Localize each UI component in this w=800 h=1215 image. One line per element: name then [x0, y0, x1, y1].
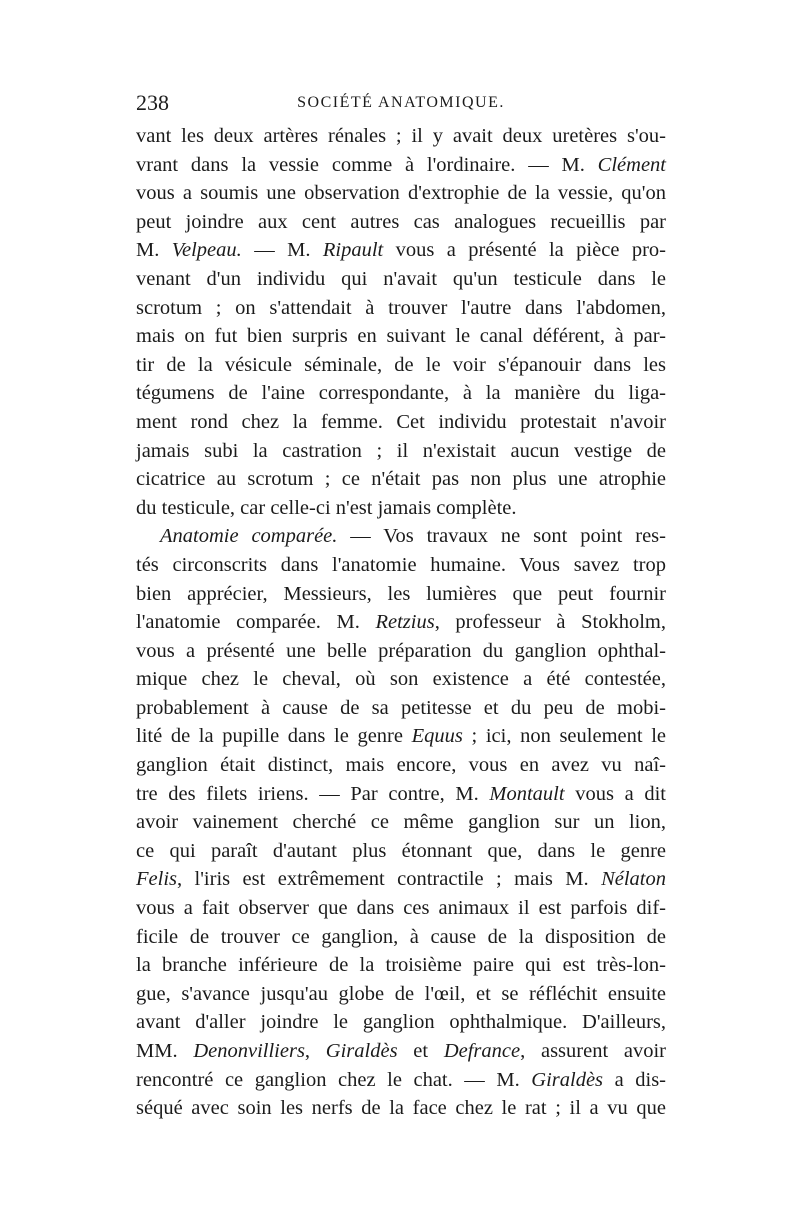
text-run: avoir vainement cherché ce même ganglion sur un lion,: [136, 811, 666, 834]
text-run: l'anatomie comparée. M.: [136, 611, 376, 634]
italic-text: Giraldès: [531, 1068, 604, 1091]
text-line: [136, 236, 666, 265]
text-run: vous a fait observer que dans ces animaux il est parfois dif-: [136, 897, 666, 920]
italic-text: Velpeau.: [171, 239, 242, 262]
italic-text: Clément: [597, 153, 666, 176]
italic-text: Nélaton: [601, 868, 666, 891]
text-line: [136, 694, 666, 723]
text-line: [136, 923, 666, 952]
text-run: mais on fut bien surpris en suivant le canal déférent, à par-: [136, 325, 666, 348]
page-header: [136, 90, 666, 120]
text-run: du testicule, car celle-ci n'est jamais complète.: [136, 496, 517, 519]
italic-text: Giraldès: [325, 1040, 398, 1062]
body-text: [136, 122, 666, 1123]
italic-text: Felis: [136, 868, 177, 891]
text-run: tégumens de l'aine correspondante, à la manière du liga-: [136, 382, 666, 405]
text-line: [136, 351, 666, 380]
text-line: [136, 294, 666, 323]
text-run: bien apprécier, Messieurs, les lumières que peut fournir: [136, 582, 666, 605]
text-run: ; ici, non seulement le: [462, 725, 666, 748]
text-run: séqué avec soin les nerfs de la face chez le rat ; il a vu que: [136, 1097, 666, 1120]
text-run: vous a présenté une belle préparation du ganglion ophthal-: [136, 639, 666, 662]
text-line: [136, 780, 666, 809]
text-line: [136, 551, 666, 580]
text-run: et: [397, 1040, 444, 1062]
text-line: [136, 722, 666, 751]
text-line: [136, 608, 666, 637]
text-run: venant d'un individu qui n'avait qu'un testicule dans le: [136, 267, 666, 290]
text-line: [136, 265, 666, 294]
text-line: [136, 1037, 666, 1066]
text-run: MM.: [136, 1040, 194, 1062]
text-run: mique chez le cheval, où son existence a été contestée,: [136, 668, 666, 691]
text-run: a dis-: [603, 1068, 666, 1091]
text-run: — M.: [241, 239, 323, 262]
italic-text: Retzius: [375, 611, 435, 634]
text-line: [136, 580, 666, 609]
text-run: — Vos travaux ne sont point res-: [337, 525, 666, 548]
text-line: [136, 1066, 666, 1095]
text-line: [136, 408, 666, 437]
text-run: ,: [304, 1040, 326, 1062]
text-line: [136, 179, 666, 208]
italic-text: Ripault: [322, 239, 384, 262]
text-run: ce qui paraît d'autant plus étonnant que, dans le genre: [136, 839, 666, 862]
text-line: [136, 894, 666, 923]
italic-text: Montault: [489, 782, 565, 805]
text-run: tir de la vésicule séminale, de le voir s'épanouir dans les: [136, 353, 666, 376]
text-line: [136, 322, 666, 351]
text-run: lité de la pupille dans le genre: [136, 725, 412, 748]
text-run: , assurent avoir: [520, 1040, 667, 1062]
text-line: [136, 208, 666, 237]
text-line: [136, 637, 666, 666]
text-run: avant d'aller joindre le ganglion ophthalmique. D'ailleurs,: [136, 1011, 666, 1034]
text-line: [136, 494, 666, 523]
italic-text: Denonvilliers: [193, 1040, 305, 1062]
text-line: [136, 865, 666, 894]
italic-text: Defrance: [443, 1040, 521, 1062]
text-run: jamais subi la castration ; il n'existait aucun vestige de: [136, 439, 666, 462]
text-run: vant les deux artères rénales ; il y avait deux uretères s'ou-: [136, 125, 666, 147]
text-run: ficile de trouver ce ganglion, à cause de la disposition de: [136, 925, 666, 948]
text-run: , professeur à Stokholm,: [434, 611, 666, 634]
text-run: probablement à cause de sa petitesse et du peu de mobi-: [136, 696, 666, 719]
text-run: peut joindre aux cent autres cas analogues recueillis par: [136, 210, 666, 233]
text-line: [136, 379, 666, 408]
text-line: [136, 522, 666, 551]
text-line: [136, 837, 666, 866]
text-run: vrant dans la vessie comme à l'ordinaire. — M.: [136, 153, 598, 176]
text-run: vous a présenté la pièce pro-: [383, 239, 666, 262]
italic-text: Anatomie comparée.: [160, 525, 338, 548]
text-run: ganglion était distinct, mais encore, vous en avez vu naî-: [136, 754, 666, 777]
running-head: SOCIÉTÉ ANATOMIQUE.: [297, 94, 505, 111]
text-run: la branche inférieure de la troisième paire qui est très-lon-: [136, 954, 666, 977]
text-run: vous a soumis une observation d'extrophie de la vessie, qu'on: [136, 182, 666, 205]
italic-text: Equus: [411, 725, 463, 748]
text-line: [136, 465, 666, 494]
text-run: tre des filets iriens. — Par contre, M.: [136, 782, 490, 805]
text-line: [136, 951, 666, 980]
text-run: gue, s'avance jusqu'au globe de l'œil, et se réfléchit ensuite: [136, 982, 666, 1005]
text-run: vous a dit: [564, 782, 666, 805]
text-line: [136, 980, 666, 1009]
text-run: , l'iris est extrêmement contractile ; mais M.: [177, 868, 602, 891]
text-line: [136, 808, 666, 837]
text-run: cicatrice au scrotum ; ce n'était pas non plus une atrophie: [136, 468, 666, 491]
text-line: [136, 151, 666, 180]
text-line: [136, 665, 666, 694]
text-run: M.: [136, 239, 172, 262]
text-run: scrotum ; on s'attendait à trouver l'autre dans l'abdomen,: [136, 296, 666, 319]
text-line: [136, 1008, 666, 1037]
text-line: [136, 437, 666, 466]
text-line: [136, 751, 666, 780]
text-run: tés circonscrits dans l'anatomie humaine. Vous savez trop: [136, 553, 666, 576]
text-run: rencontré ce ganglion chez le chat. — M.: [136, 1068, 532, 1091]
page-number: 238: [136, 90, 169, 115]
text-run: ment rond chez la femme. Cet individu protestait n'avoir: [136, 410, 666, 433]
text-line: [136, 122, 666, 151]
text-line: [136, 1094, 666, 1123]
